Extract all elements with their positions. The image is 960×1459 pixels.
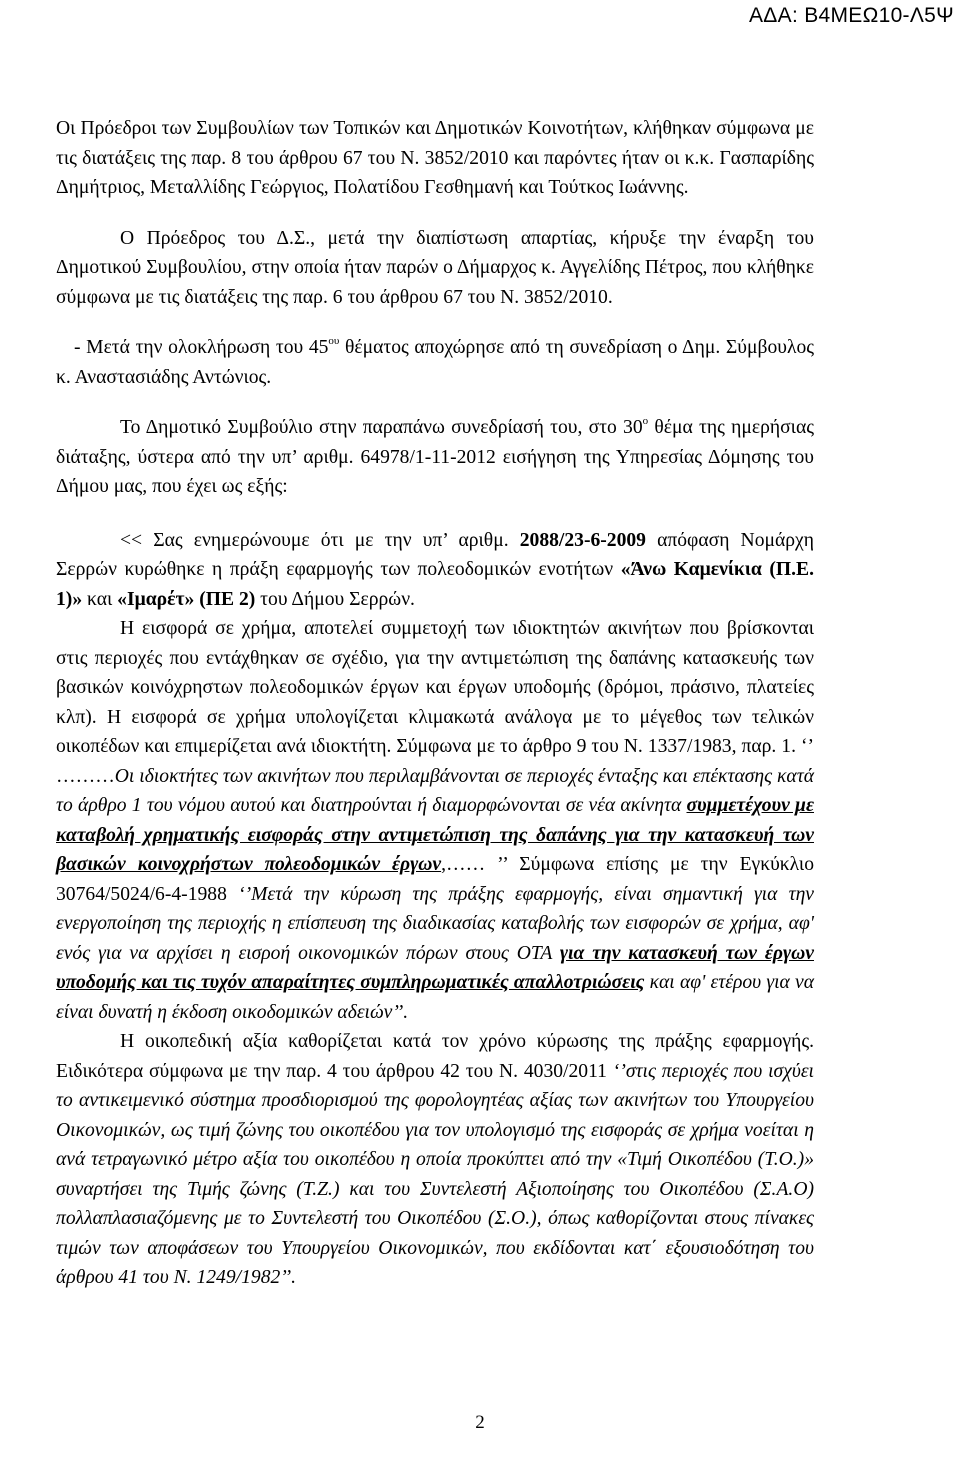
- law-quote-emphasis-2: για την κατασκευή των έργων υποδομής και τις τυχόν απαραίτητες συμπληρωματικές απαλλοτριώσεις: [56, 942, 814, 993]
- opening-paragraph: Ο Πρόεδρος του Δ.Σ., μετά την διαπίστωση απαρτίας, κήρυξε την έναρξη του Δημοτικού Συμβουλίου, στην οποία ήταν παρών ο Δήμαρχος κ. Αγγελίδης Πέτρος, που κλήθηκε σύμφωνα με τις διατάξεις της παρ. 6 του άρθρου 67 του Ν. 3852/2010.: [56, 227, 814, 308]
- contribution-paragraph: [56, 614, 814, 1027]
- ada-code: ΑΔΑ: Β4ΜΕΩ10-Λ5Ψ: [749, 4, 954, 27]
- departure-text-b: θέματος αποχώρησε από τη συνεδρίαση ο Δημ. Σύμβουλος κ. Αναστασιάδης Αντώνιος.: [56, 337, 814, 388]
- decision-number: 2088/23-6-2009: [519, 529, 646, 551]
- area-name-2: «Ιμαρέτ» (ΠΕ 2): [117, 588, 256, 610]
- contribution-text-a: Η εισφορά σε χρήμα, αποτελεί συμμετοχή των ιδιοκτητών ακινήτων που βρίσκονται στις περιοχές που εντάχθηκαν σε σχέδιο, για την αντιμετώπιση της δαπάνης κατασκευής των βασικών κοινόχρηστων πολεοδομικών έργων και έργων υποδομής (δρόμοι, πράσινο, πλατείες κλπ). Η εισφορά σε χρήμα υπολογίζεται κλιμακωτά ανάλογα με το μέγεθος των τελικών οικοπέδων και επιμερίζεται ανά ιδιοκτήτη. Σύμφωνα με το άρθρο 9 του Ν. 1337/1983, παρ. 1. ‘’ ………: [56, 618, 814, 787]
- attendance-paragraph: Οι Πρόεδροι των Συμβουλίων των Τοπικών και Δημοτικών Κοινοτήτων, κλήθηκαν σύμφωνα με τις διατάξεις της παρ. 8 του άρθρου 67 του Ν. 3852/2010 και παρόντες ήταν οι κ.κ. Γασπαρίδης Δημήτριος, Μεταλλίδης Γεώργιος, Πολατίδου Γεσθημανή και Τούτκος Ιωάννης.: [56, 118, 814, 198]
- departure-paragraph: [56, 333, 814, 392]
- decision-paragraph: [56, 526, 814, 615]
- contribution-text-b: ,…… ’’ Σύμφωνα επίσης με την Εγκύκλιο 30764/5024/6-4-1988: [56, 854, 814, 905]
- circular-quote-end: και αφ' ετέρου για να είναι δυνατή η έκδοση οικοδομικών αδειών’’.: [56, 972, 814, 1023]
- decision-text-d: και: [82, 588, 118, 610]
- document-body: [56, 114, 814, 1293]
- decision-text-c: απόφαση Νομάρχη Σερρών κυρώθηκε η πράξη εφαρμογής των πολεοδομικών ενοτήτων: [56, 529, 814, 580]
- ordinal-sup: ο: [642, 415, 649, 428]
- decision-text-e: του Δήμου Σερρών.: [255, 588, 415, 610]
- subject-paragraph: [56, 413, 814, 502]
- departure-text-a: - Μετά την ολοκλήρωση του 45: [74, 337, 329, 358]
- decision-text-a: << Σας ενημερώνουμε ότι με την υπ’ αριθμ.: [120, 529, 520, 551]
- law-quote-emphasis-1: συμμετέχουν με καταβολή χρηματικής εισφοράς στην αντιμετώπιση της δαπάνης για την κατασκευή των βασικών κοινοχρήστων πολεοδομικών έργων: [56, 795, 814, 875]
- law-quote-1: Οι ιδιοκτήτες των ακινήτων που περιλαμβάνονται σε περιοχές ένταξης και επέκτασης κατά το άρθρο 1 του νόμου αυτού και διατηρούνται ή διαμορφώνονται σε νέα ακίνητα: [56, 765, 814, 816]
- land-value-text: Η οικοπεδική αξία καθορίζεται κατά τον χρόνο κύρωσης της πράξης εφαρμογής. Ειδικότερα σύμφωνα με την παρ. 4 του άρθρου 42 του Ν. 4030/2011: [56, 1031, 814, 1082]
- land-value-paragraph: [56, 1027, 814, 1293]
- ordinal-sup: ου: [328, 335, 340, 348]
- subject-text-a: Το Δημοτικό Συμβούλιο στην παραπάνω συνεδρίασή του, στο 30: [120, 417, 643, 438]
- land-value-quote: ‘’στις περιοχές που ισχύει το αντικειμενικό σύστημα προσδιορισμού της φορολογητέας αξίας των ακινήτων του Υπουργείου Οικονομικών, ως τιμή ζώνης του οικοπέδου για τον υπολογισμό της εισφοράς σε χρήμα νοείται η ανά τετραγωνικό μέτρο αξία του οικοπέδου η οποία προκύπτει από την «Τιμή Οικοπέδου (Τ.Ο.)» συναρτήσει της Τιμής ζώνης (Τ.Ζ.) και του Συντελεστή Αξιοποίησης του Οικοπέδου (Σ.Α.Ο) πολλαπλασιαζόμενης με το Συντελεστή του Οικοπέδου (Σ.Ο.), όπως καθορίζονται στους πίνακες τιμών των αποφάσεων του Υπουργείου Οικονομικών, που εκδίδονται κατ΄ εξουσιοδότηση του άρθρου 41 του Ν. 1249/1982’’.: [56, 1060, 814, 1288]
- area-name-1: «Άνω Καμενίκια (Π.Ε. 1)»: [56, 559, 814, 610]
- page-number: 2: [475, 1412, 485, 1433]
- subject-text-b: θέμα της ημερήσιας διάταξης, ύστερα από την υπ’ αριθμ. 64978/1-11-2012 εισήγηση της Υπηρεσίας Δόμησης του Δήμου μας, που έχει ως εξής:: [56, 417, 814, 497]
- circular-quote: ‘’Μετά την κύρωση της πράξης εφαρμογής, είναι σημαντική για την ενεργοποίηση της περιοχής η επίσπευση της διαδικασίας καταβολής των εισφορών σε χρήμα, αφ' ενός για να αρχίσει η εισροή οικονομικών πόρων στους ΟΤΑ: [56, 883, 814, 964]
